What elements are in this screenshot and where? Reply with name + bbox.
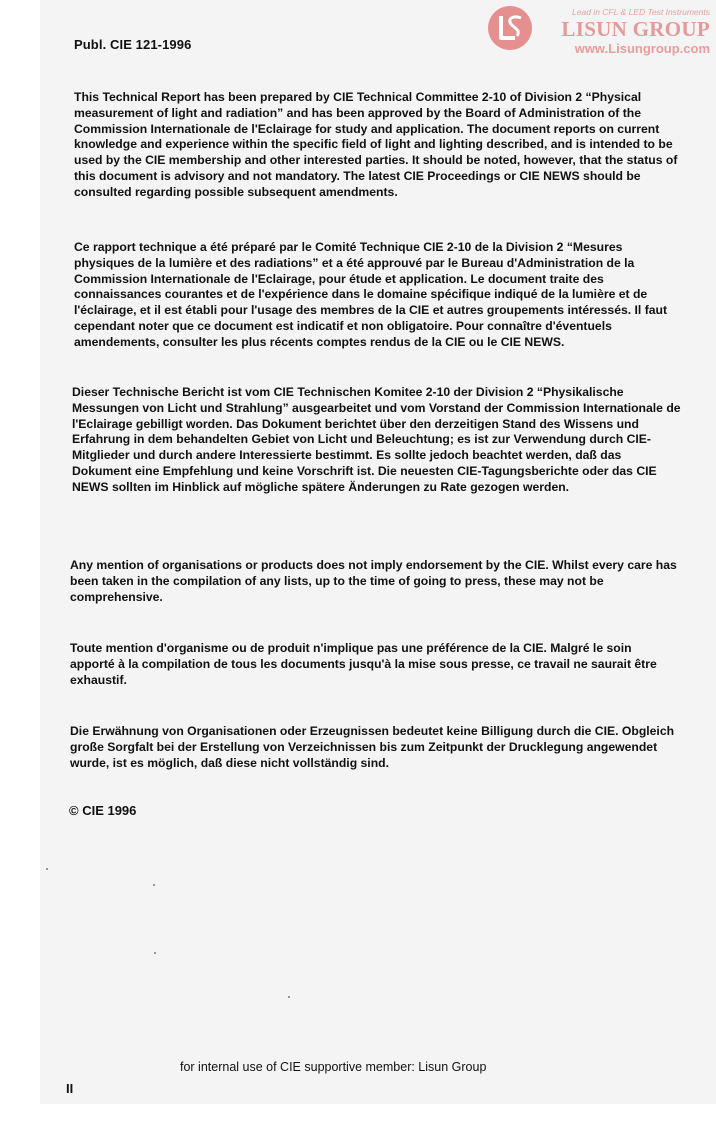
text-line: This Technical Report has been prepared by CIE Technical Committee 2-10 of Division 2 “Physical (74, 90, 642, 104)
scan-speck (154, 952, 156, 954)
text-line: measurement of light and radiation” and has been approved by the Board of Administration of the (74, 105, 642, 120)
text-line: physiques de la lumière et des radiations” et a été approuvé par le Bureau d'Administration de la (74, 255, 635, 270)
text-line: wurde, ist es möglich, daß diese nicht vollständig sind. (70, 755, 389, 770)
lisun-logo-icon (487, 5, 533, 51)
text-line: Erfahrung in dem behandelten Gebiet von Licht und Beleuchtung; es ist zur Verwendung durch CIE- (72, 432, 651, 447)
text-line: cependant noter que ce document est indicatif et non obligatoire. Pour connaître d'éventuels (74, 318, 612, 333)
paragraph-french (74, 240, 716, 351)
disclaimer-german (70, 724, 716, 771)
text-line: Dieser Technische Bericht ist vom CIE Technischen Komitee 2-10 der Division 2 “Physikalische (72, 385, 624, 399)
text-line: große Sorgfalt bei der Erstellung von Verzeichnissen bis zum Zeitpunkt der Drucklegung angewendet (70, 739, 658, 754)
text-line: used by the CIE membership and other interested parties. It should be noted, however, that the status of (74, 153, 678, 168)
text-line: Commission Internationale de l'Eclairage, pour étude et application. Le document traite des (74, 271, 604, 286)
watermark-url: www.Lisungroup.com (574, 41, 710, 56)
disclaimer-french (70, 641, 716, 688)
text-line: Commission Internationale de l'Eclairage for study and application. The document reports on current (74, 121, 660, 136)
text-line: l'éclairage, et il est établi pour l'usage des membres de la CIE et autres groupements intéressés. Il faut (74, 303, 668, 318)
publication-number: Publ. CIE 121-1996 (74, 37, 192, 52)
paragraph-german (72, 385, 716, 496)
page-number: II (66, 1081, 74, 1096)
text-line: Die Erwähnung von Organisationen oder Erzeugnissen bedeutet keine Billigung durch die CIE. Obgleich (70, 724, 675, 738)
footer-usage-note: for internal use of CIE supportive member: Lisun Group (180, 1060, 487, 1074)
text-line: Mitglieder und durch andere Interessierte bestimmt. Es sollte jedoch beachtet werden, daß das (72, 448, 622, 463)
scan-speck (46, 868, 48, 870)
text-line: Any mention of organisations or products does not imply endorsement by the CIE. Whilst every care has (70, 558, 677, 572)
text-line: connaissances courantes et de l'expérience dans le domaine spécifique indiqué de la lumière et de (74, 287, 648, 302)
text-line: consulted regarding possible subsequent amendments. (74, 184, 398, 199)
text-line: Ce rapport technique a été préparé par le Comité Technique CIE 2-10 de la Division 2 “Mesures (74, 240, 623, 254)
lisun-watermark (487, 4, 712, 56)
watermark-tagline: Lead in CFL & LED Test Instruments (572, 7, 710, 17)
watermark-company-name: LISUN GROUP (561, 17, 710, 41)
paragraph-english (74, 90, 716, 201)
text-line: comprehensive. (70, 589, 163, 604)
scan-speck (153, 884, 155, 886)
disclaimer-english (70, 558, 716, 605)
text-line: exhaustif. (70, 672, 127, 687)
text-line: this document is advisory and not mandatory. The latest CIE Proceedings or CIE NEWS should be (74, 168, 641, 183)
text-line: Toute mention d'organisme ou de produit n'implique pas une préférence de la CIE. Malgré le soin (70, 641, 632, 655)
text-line: l'Eclairage gebilligt worden. Das Dokument berichtet über den derzeitigen Stand des Wissens und (72, 416, 639, 431)
text-line: knowledge and experience within the specific field of light and lighting described, and is intended to be (74, 137, 673, 152)
copyright-notice: © CIE 1996 (69, 803, 137, 818)
text-line: apporté à la compilation de tous les documents jusqu'à la mise sous presse, ce travail ne saurait être (70, 656, 657, 671)
text-line: been taken in the compilation of any lists, up to the time of going to press, these may not be (70, 573, 604, 588)
text-line: amendements, consulter les plus récents comptes rendus de la CIE ou le CIE NEWS. (74, 334, 565, 349)
text-line: Messungen von Licht und Strahlung” ausgearbeitet und vom Vorstand der Commission Internationale de (72, 400, 681, 415)
text-line: Dokument eine Empfehlung und keine Vorschrift ist. Die neuesten CIE-Tagungsberichte oder das CIE (72, 463, 657, 478)
scan-speck (288, 996, 290, 998)
text-line: NEWS sollten im Hinblick auf mögliche spätere Änderungen zu Rate gezogen werden. (72, 479, 570, 494)
